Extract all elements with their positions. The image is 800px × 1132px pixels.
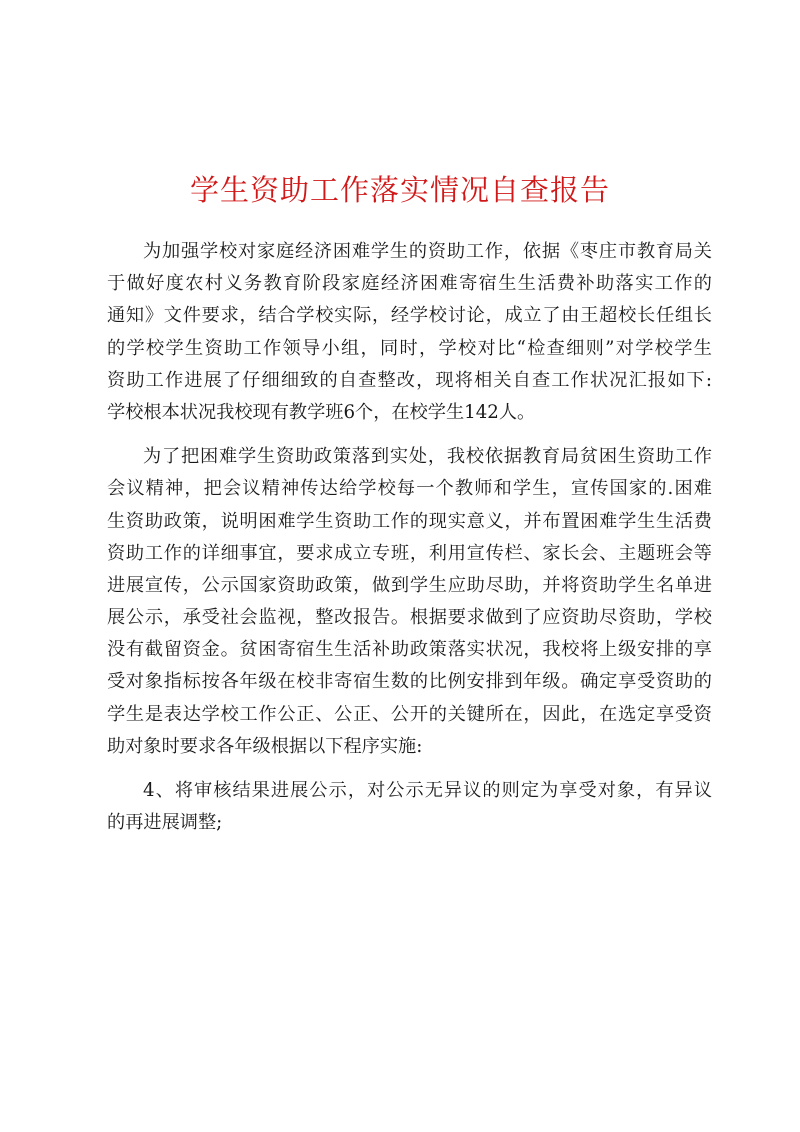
text-line: 于做好度农村义务教育阶段家庭经济困难寄宿生生活费补助落实工作的 — [107, 273, 712, 295]
paragraph — [107, 236, 712, 429]
text-line: 没有截留资金。贫困寄宿生生活补助政策落实状况，我校将上级安排的享 — [107, 639, 712, 661]
text-line: 资助工作的详细事宜，要求成立专班，利用宣传栏、家长会、主题班会等 — [107, 542, 712, 564]
text-line: 资助工作进展了仔细细致的自查整改，现将相关自查工作状况汇报如下: — [107, 369, 712, 391]
text-line: 进展宣传，公示国家资助政策，做到学生应助尽助，并将资助学生名单进 — [107, 574, 712, 596]
text-line: 生资助政策，说明困难学生资助工作的现实意义，并布置困难学生生活费 — [107, 510, 712, 532]
text-line: 为了把困难学生资助政策落到实处，我校依据教育局贫困生资助工作 — [143, 446, 712, 468]
text-line: 展公示，承受社会监视，整改报告。根据要求做到了应资助尽资助，学校 — [107, 607, 712, 629]
paragraph — [107, 441, 712, 763]
text-line: 受对象指标按各年级在校非寄宿生数的比例安排到年级。确定享受资助的 — [107, 671, 712, 693]
text-line: 的学校学生资助工作领导小组，同时，学校对比“检查细则”对学校学生 — [107, 337, 712, 359]
text-line: 会议精神，把会议精神传达给学校每一个教师和学生，宣传国家的.困难 — [107, 478, 712, 500]
text-line: 为加强学校对家庭经济困难学生的资助工作，依据《枣庄市教育局关 — [143, 241, 712, 262]
document-body — [107, 236, 712, 851]
text-line: 的再进展调整; — [107, 812, 223, 834]
paragraph — [107, 775, 712, 839]
text-line: 学校根本状况我校现有教学班6个，在校学生142人。 — [107, 401, 536, 423]
text-line: 学生是表达学校工作公正、公正、公开的关键所在，因此，在选定享受资 — [107, 703, 712, 725]
document-title: 学生资助工作落实情况自查报告 — [189, 173, 610, 207]
text-line: 助对象时要求各年级根据以下程序实施: — [107, 735, 423, 757]
text-line: 通知》文件要求，结合学校实际，经学校讨论，成立了由王超校长任组长 — [107, 305, 712, 327]
text-line: 4、将审核结果进展公示，对公示无异议的则定为享受对象，有异议 — [143, 780, 712, 801]
